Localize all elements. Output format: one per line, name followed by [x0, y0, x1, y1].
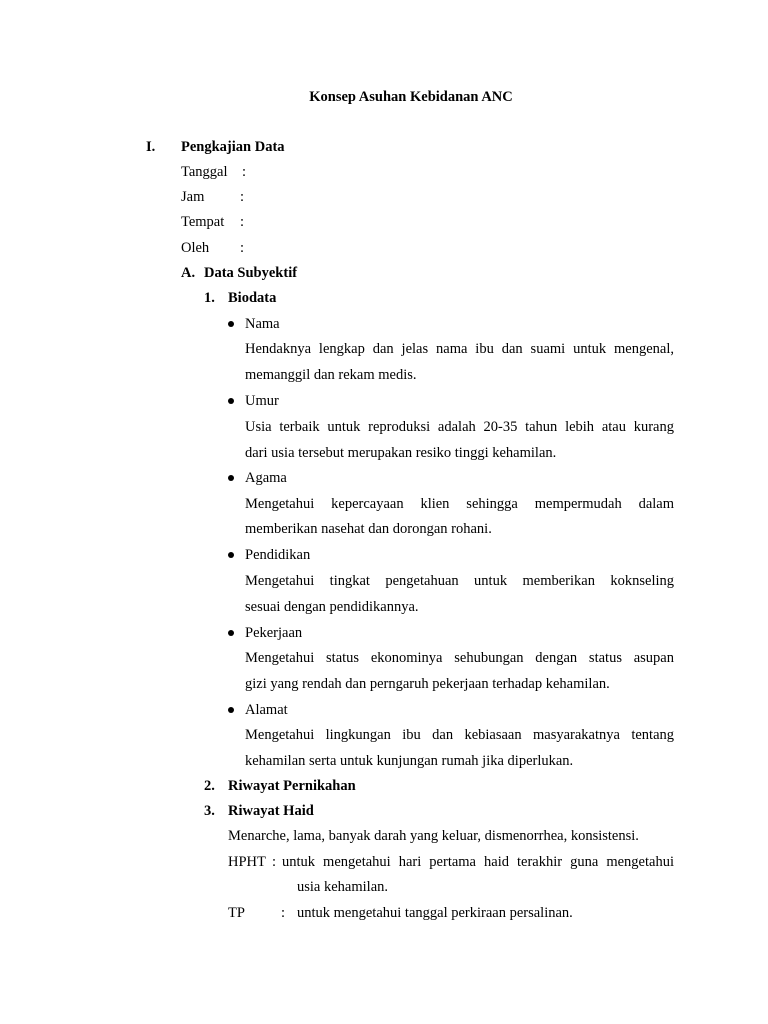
biodata-desc-pendidikan-line1: Mengetahui tingkat pengetahuan untuk memberikan koknseling — [245, 573, 674, 589]
field-label-jam: Jam — [181, 189, 205, 205]
biodata-desc-nama-line1: Hendaknya lengkap dan jelas nama ibu dan suami untuk mengenal, — [245, 341, 674, 357]
field-label-tanggal: Tanggal — [181, 164, 228, 180]
biodata-label-agama: Agama — [245, 470, 287, 486]
field-label-oleh: Oleh — [181, 240, 210, 256]
hpht-desc-line1: untuk mengetahui hari pertama haid terakhir guna mengetahui — [282, 854, 674, 870]
item-3-heading: Riwayat Haid — [228, 803, 314, 819]
biodata-desc-pekerjaan-line2: gizi yang rendah dan perngaruh pekerjaan terhadap kehamilan. — [245, 676, 610, 692]
field-label-tempat: Tempat — [181, 214, 225, 230]
item-3-number: 3. — [204, 803, 215, 819]
biodata-label-alamat: Alamat — [245, 702, 288, 718]
field-sep-oleh: : — [240, 240, 245, 256]
subsection-a-heading: Data Subyektif — [204, 265, 298, 281]
biodata-label-pendidikan: Pendidikan — [245, 547, 311, 563]
field-sep-tanggal: : — [242, 164, 247, 180]
section-heading: Pengkajian Data — [181, 139, 285, 155]
bullet-icon — [227, 629, 235, 637]
hpht-desc-line2: usia kehamilan. — [297, 879, 389, 895]
biodata-desc-agama-line1: Mengetahui kepercayaan klien sehingga mempermudah dalam — [245, 496, 674, 512]
tp-sep: : — [281, 905, 286, 921]
hpht-label: HPHT — [228, 854, 266, 870]
hpht-sep: : — [272, 854, 277, 870]
biodata-desc-pendidikan-line2: sesuai dengan pendidikannya. — [245, 599, 419, 615]
bullet-icon — [227, 320, 235, 328]
bullet-icon — [227, 706, 235, 714]
field-sep-tempat: : — [240, 214, 245, 230]
bullet-icon — [227, 551, 235, 559]
biodata-label-pekerjaan: Pekerjaan — [245, 625, 303, 641]
subsection-a-marker: A. — [181, 265, 196, 281]
biodata-desc-pekerjaan-line1: Mengetahui status ekonominya sehubungan dengan status asupan — [245, 650, 674, 666]
biodata-desc-umur-line2: dari usia tersebut merupakan resiko tinggi kehamilan. — [245, 445, 557, 461]
item-1-number: 1. — [204, 290, 215, 306]
biodata-label-nama: Nama — [245, 316, 280, 332]
biodata-desc-alamat-line2: kehamilan serta untuk kunjungan rumah jika diperlukan. — [245, 753, 574, 769]
field-sep-jam: : — [240, 189, 245, 205]
biodata-desc-nama-line2: memanggil dan rekam medis. — [245, 367, 417, 383]
bullet-icon — [227, 474, 235, 482]
section-numeral: I. — [146, 139, 156, 155]
item-2-heading: Riwayat Pernikahan — [228, 778, 356, 794]
bullet-icon — [227, 397, 235, 405]
biodata-desc-umur-line1: Usia terbaik untuk reproduksi adalah 20-35 tahun lebih atau kurang — [245, 419, 674, 435]
document-title: Konsep Asuhan Kebidanan ANC — [309, 89, 513, 105]
item-1-heading: Biodata — [228, 290, 277, 306]
biodata-desc-alamat-line1: Mengetahui lingkungan ibu dan kebiasaan masyarakatnya tentang — [245, 727, 674, 743]
tp-desc: untuk mengetahui tanggal perkiraan persalinan. — [297, 905, 573, 921]
biodata-desc-agama-line2: memberikan nasehat dan dorongan rohani. — [245, 521, 492, 537]
tp-label: TP — [228, 905, 245, 921]
haid-description: Menarche, lama, banyak darah yang keluar, dismenorrhea, konsistensi. — [228, 828, 639, 844]
item-2-number: 2. — [204, 778, 215, 794]
biodata-label-umur: Umur — [245, 393, 279, 409]
